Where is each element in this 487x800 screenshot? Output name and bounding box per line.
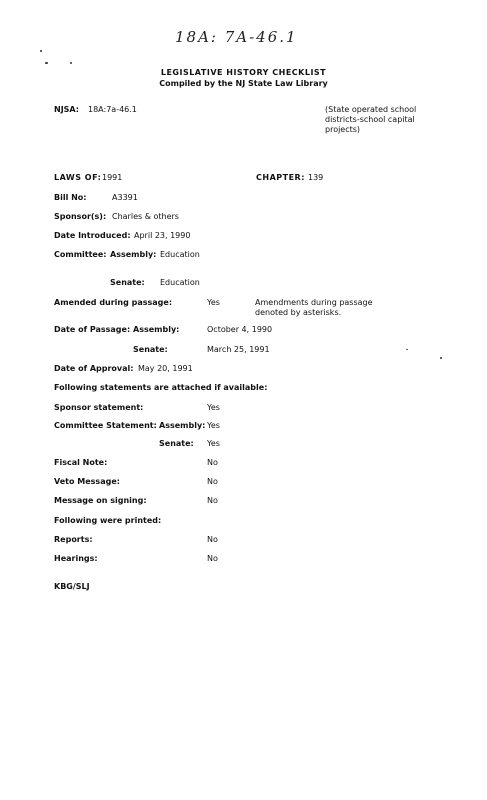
fiscal-note-label: Fiscal Note: bbox=[54, 458, 108, 467]
passage-label: Date of Passage: bbox=[54, 325, 131, 334]
laws-of-label: LAWS OF: bbox=[54, 173, 102, 182]
fiscal-note-value: No bbox=[207, 458, 218, 467]
committee-senate-label: Senate: bbox=[110, 278, 145, 287]
committee-statement-assembly-value: Yes bbox=[207, 421, 220, 430]
laws-of-value: 1991 bbox=[102, 173, 123, 182]
chapter-value: 139 bbox=[308, 173, 324, 182]
amended-note: Amendments during passage denoted by asterisks. bbox=[255, 298, 373, 317]
bill-no-label: Bill No: bbox=[54, 193, 87, 202]
veto-message-value: No bbox=[207, 477, 218, 486]
scan-mark bbox=[440, 357, 442, 359]
approval-label: Date of Approval: bbox=[54, 364, 134, 373]
handwritten-citation: 18A: 7A-46.1 bbox=[175, 28, 298, 46]
committee-statement-senate-label: Senate: bbox=[159, 439, 194, 448]
amended-label: Amended during passage: bbox=[54, 298, 173, 307]
date-introduced-value: April 23, 1990 bbox=[134, 231, 191, 240]
committee-statement-label: Committee Statement: bbox=[54, 421, 157, 430]
initials: KBG/SLJ bbox=[54, 582, 90, 591]
njsa-label: NJSA: bbox=[54, 105, 79, 114]
scan-mark bbox=[40, 50, 42, 52]
veto-message-label: Veto Message: bbox=[54, 477, 120, 486]
checklist-title: LEGISLATIVE HISTORY CHECKLIST bbox=[160, 68, 327, 77]
committee-assembly-label: Assembly: bbox=[110, 250, 157, 259]
reports-label: Reports: bbox=[54, 535, 93, 544]
committee-statement-assembly-label: Assembly: bbox=[159, 421, 206, 430]
reports-value: No bbox=[207, 535, 218, 544]
njsa-value: 18A:7a-46.1 bbox=[88, 105, 137, 114]
sponsor-statement-value: Yes bbox=[207, 403, 220, 412]
committee-statement-senate-value: Yes bbox=[207, 439, 220, 448]
committee-senate-value: Education bbox=[160, 278, 200, 287]
passage-assembly-label: Assembly: bbox=[133, 325, 180, 334]
printed-heading: Following were printed: bbox=[54, 516, 162, 525]
scan-mark bbox=[45, 62, 48, 64]
sponsor-statement-label: Sponsor statement: bbox=[54, 403, 144, 412]
committee-label: Committee: bbox=[54, 250, 107, 259]
date-introduced-label: Date Introduced: bbox=[54, 231, 131, 240]
checklist-subtitle: Compiled by the NJ State Law Library bbox=[159, 79, 328, 88]
description-note: (State operated school districts-school capital projects) bbox=[325, 105, 417, 134]
message-signing-value: No bbox=[207, 496, 218, 505]
hearings-value: No bbox=[207, 554, 218, 563]
hearings-label: Hearings: bbox=[54, 554, 98, 563]
approval-value: May 20, 1991 bbox=[138, 364, 193, 373]
scan-mark bbox=[406, 349, 408, 350]
committee-assembly-value: Education bbox=[160, 250, 200, 259]
scan-mark bbox=[70, 62, 72, 64]
sponsors-label: Sponsor(s): bbox=[54, 212, 107, 221]
passage-senate-value: March 25, 1991 bbox=[207, 345, 270, 354]
passage-assembly-value: October 4, 1990 bbox=[207, 325, 273, 334]
sponsors-value: Charles & others bbox=[112, 212, 179, 221]
message-signing-label: Message on signing: bbox=[54, 496, 147, 505]
amended-value: Yes bbox=[207, 298, 220, 307]
bill-no-value: A3391 bbox=[112, 193, 138, 202]
passage-senate-label: Senate: bbox=[133, 345, 168, 354]
chapter-label: CHAPTER: bbox=[256, 173, 305, 182]
statements-heading: Following statements are attached if available: bbox=[54, 383, 268, 392]
